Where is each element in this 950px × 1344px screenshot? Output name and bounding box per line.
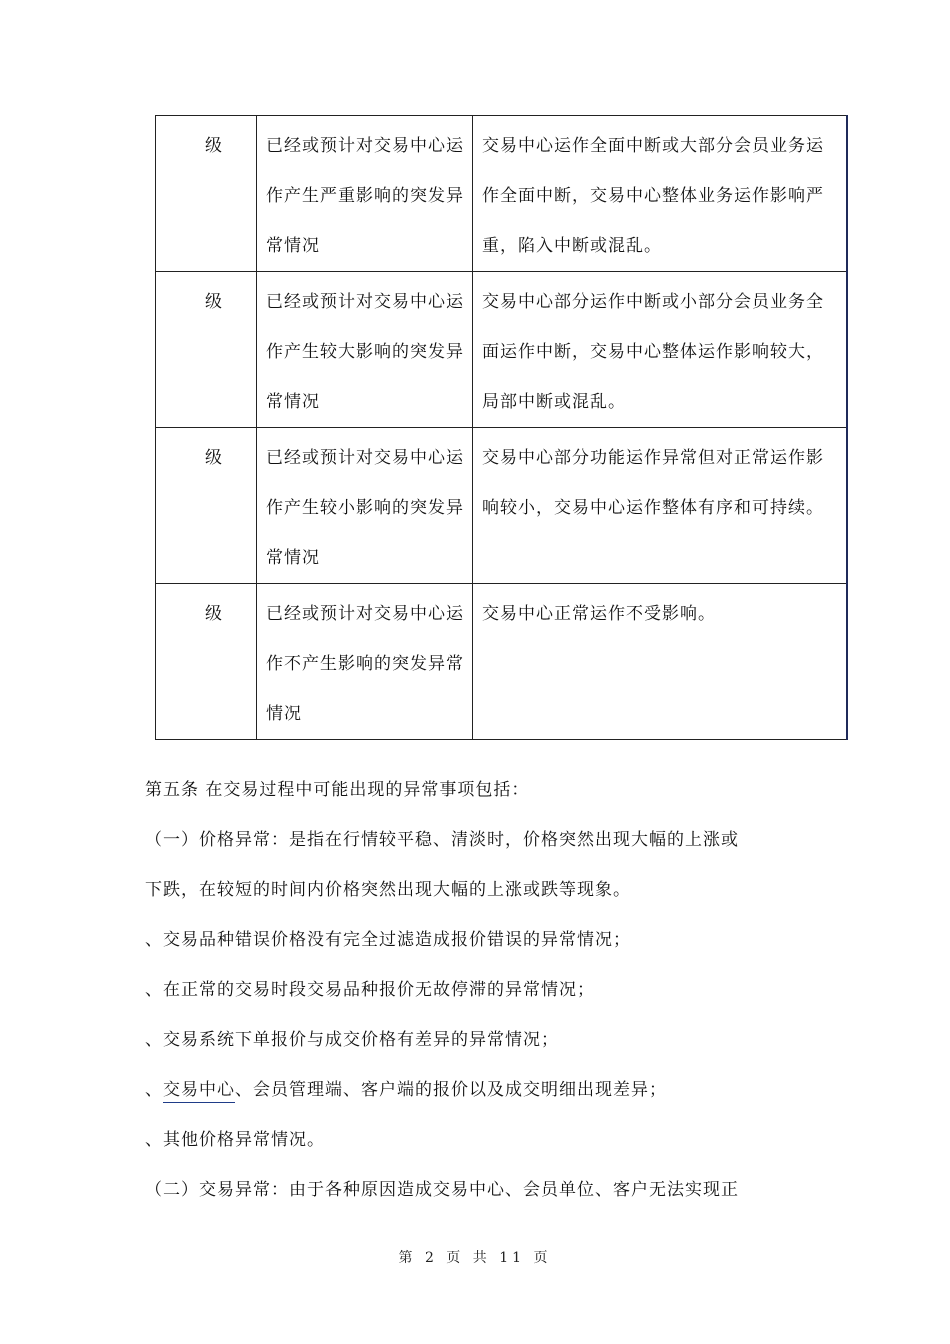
trading-center-link[interactable]: 交易中心 (163, 1080, 235, 1103)
description-cell: 交易中心运作全面中断或大部分会员业务运作全面中断，交易中心整体业务运作影响严重，陷入中断或混乱。 (473, 116, 848, 272)
definition-cell: 已经或预计对交易中心运作产生严重影响的突发异常情况 (257, 116, 473, 272)
description-cell: 交易中心部分功能运作异常但对正常运作影响较小，交易中心运作整体有序和可持续。 (473, 428, 848, 584)
definition-cell: 已经或预计对交易中心运作不产生影响的突发异常情况 (257, 584, 473, 740)
paragraph-price-abnormal-cont: 下跌，在较短的时间内价格突然出现大幅的上涨或跌等现象。 (145, 880, 631, 900)
level-cell: 级 (156, 272, 257, 428)
table-row (156, 428, 848, 584)
list-item: 、交易系统下单报价与成交价格有差异的异常情况； (145, 1030, 559, 1050)
level-cell: 级 (156, 428, 257, 584)
definition-cell: 已经或预计对交易中心运作产生较大影响的突发异常情况 (257, 272, 473, 428)
table-row (156, 584, 848, 740)
definition-cell: 已经或预计对交易中心运作产生较小影响的突发异常情况 (257, 428, 473, 584)
level-cell: 级 (156, 584, 257, 740)
list-item-prefix: 、 (145, 1080, 163, 1100)
table-row (156, 272, 848, 428)
description-cell: 交易中心部分运作中断或小部分会员业务全面运作中断，交易中心整体运作影响较大，局部中断或混乱。 (473, 272, 848, 428)
page-footer: 第 2 页 共 11 页 (398, 1250, 552, 1266)
description-cell: 交易中心正常运作不受影响。 (473, 584, 848, 740)
list-item (145, 1065, 835, 1115)
level-cell: 级 (156, 116, 257, 272)
paragraph-trade-abnormal: （二）交易异常：由于各种原因造成交易中心、会员单位、客户无法实现正 (145, 1180, 739, 1200)
table-row (156, 116, 848, 272)
list-item-rest: 、会员管理端、客户端的报价以及成交明细出现差异； (235, 1080, 667, 1100)
body-text (145, 765, 835, 1215)
list-item: 、其他价格异常情况。 (145, 1130, 325, 1150)
paragraph-price-abnormal: （一）价格异常：是指在行情较平稳、清淡时，价格突然出现大幅的上涨或 (145, 830, 739, 850)
list-item: 、交易品种错误价格没有完全过滤造成报价错误的异常情况； (145, 930, 631, 950)
list-item: 、在正常的交易时段交易品种报价无故停滞的异常情况； (145, 980, 595, 1000)
article-heading: 第五条 在交易过程中可能出现的异常事项包括： (145, 780, 530, 800)
incident-level-table (155, 115, 848, 740)
